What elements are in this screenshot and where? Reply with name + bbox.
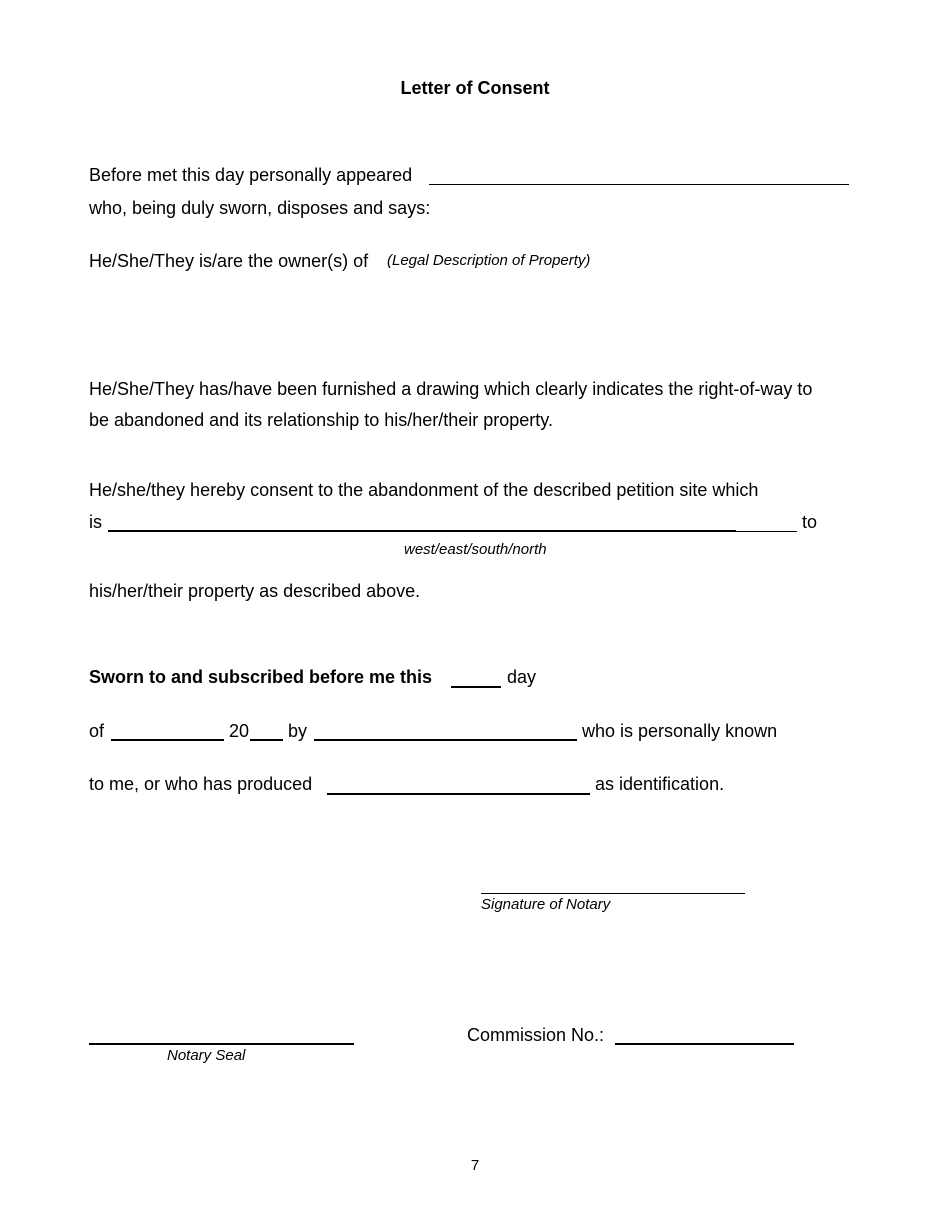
page-title: Letter of Consent [400,78,550,98]
year-prefix: 20 [229,721,250,741]
by-label: by [288,721,308,741]
identification-label: as identification. [595,774,725,794]
appeared-name-blank[interactable] [429,184,849,185]
notary-signature-line[interactable] [481,893,745,894]
day-label: day [507,667,537,687]
affiant-name-blank[interactable] [314,739,577,741]
consent-line-3: his/her/their property as described above. [89,581,421,601]
known-label: who is personally known [582,721,778,741]
consent-line-1: He/she/they hereby consent to the abandonment of the described petition site which [89,480,759,500]
legal-description-hint[interactable]: (Legal Description of Property) [387,252,591,269]
page-number: 7 [470,1157,480,1174]
commission-label: Commission No.: [467,1025,605,1045]
identification-blank[interactable] [327,793,590,795]
day-blank[interactable] [451,686,501,688]
direction-hint: west/east/south/north [404,541,547,558]
direction-blank-extension [736,531,797,532]
intro-line-1: Before met this day personally appeared [89,165,413,185]
owner-text: He/She/They is/are the owner(s) of [89,251,369,271]
commission-number-blank[interactable] [615,1043,794,1045]
consent-to-label: to [802,512,818,532]
year-blank[interactable] [250,739,283,741]
produced-label: to me, or who has produced [89,774,313,794]
notary-seal-label: Notary Seal [167,1047,246,1064]
of-label: of [89,721,105,741]
notary-seal-line[interactable] [89,1043,354,1045]
drawing-line-1: He/She/They has/have been furnished a drawing which clearly indicates the right-of-way to [89,379,813,399]
sworn-text: Sworn to and subscribed before me this [89,667,433,687]
direction-blank[interactable] [108,530,736,532]
notary-signature-label: Signature of Notary [481,896,611,913]
drawing-line-2: be abandoned and its relationship to his/her/their property. [89,410,553,430]
month-blank[interactable] [111,739,224,741]
intro-line-2: who, being duly sworn, disposes and says: [89,198,431,218]
consent-is-label: is [89,512,102,532]
